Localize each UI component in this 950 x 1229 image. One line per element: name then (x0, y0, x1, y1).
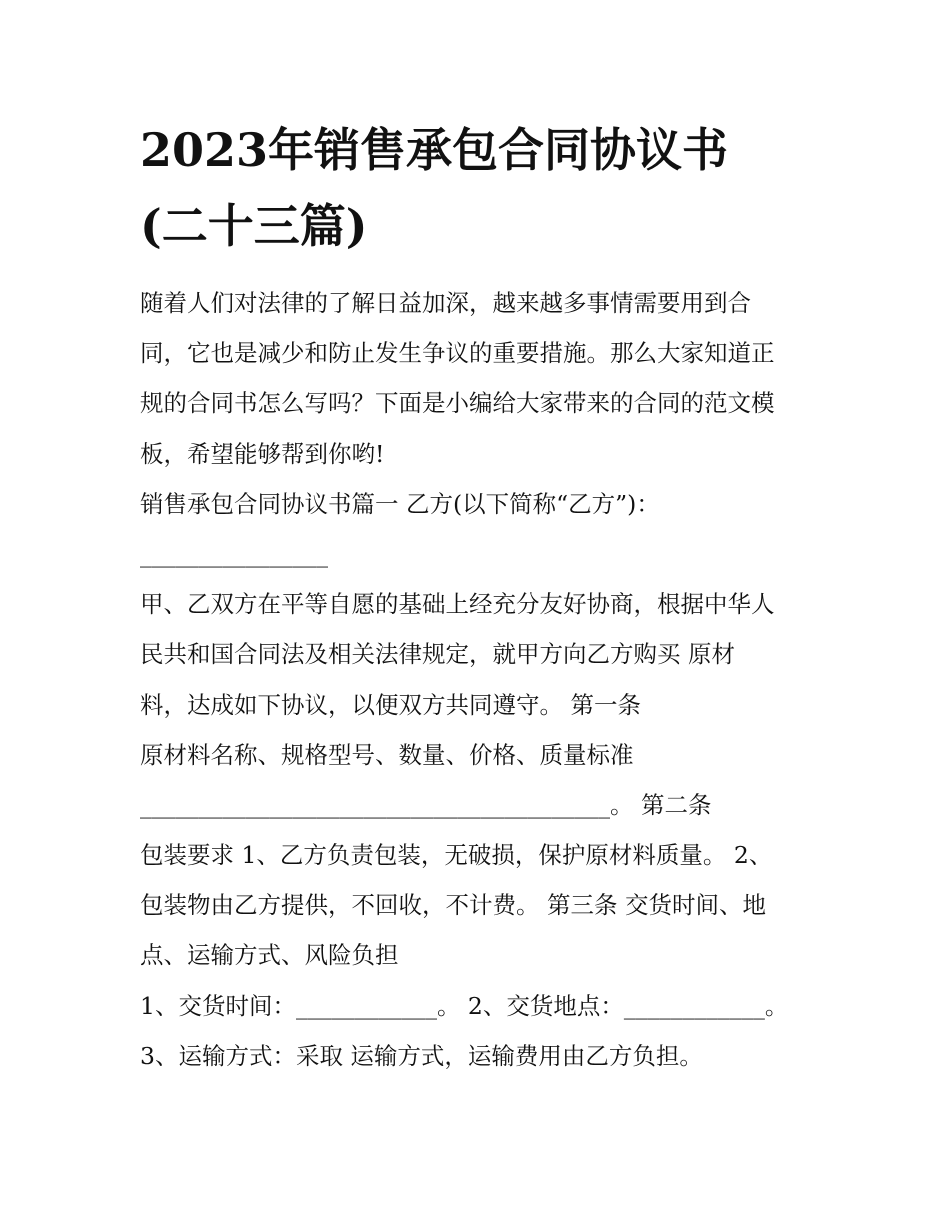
body-line: 民共和国合同法及相关法律规定，就甲方向乙方购买 原材 (140, 640, 735, 669)
body-line: 料，达成如下协议，以便双方共同遵守。 第一条 (140, 690, 641, 719)
body-line: 随着人们对法律的了解日益加深，越来越多事情需要用到合 (140, 289, 751, 317)
body-line: 包装物由乙方提供，不回收，不计费。 第三条 交货时间、地 (140, 891, 766, 920)
body-line: 原材料名称、规格型号、数量、价格、质量标准 (140, 740, 634, 769)
body-line: 甲、乙双方在平等自愿的基础上经充分友好协商，根据中华人 (140, 590, 775, 619)
body-line: 同，它也是减少和防止发生争议的重要措施。那么大家知道正 (140, 339, 775, 368)
section-heading-line: 销售承包合同协议书篇一 乙方(以下简称“乙方”)： (140, 489, 660, 518)
body-line: 板，希望能够帮到你哟! (140, 439, 385, 468)
body-line: 点、运输方式、风险负担 (140, 941, 399, 970)
blank-underline: ________________ (140, 539, 328, 568)
document-body (140, 278, 830, 1081)
title-line-1: 2023年销售承包合同协议书 (140, 123, 729, 177)
body-line: 规的合同书怎么写吗？下面是小编给大家带来的合同的范文模 (140, 389, 775, 418)
document-title (140, 112, 840, 264)
body-line: 1、交货时间：____________。 2、交货地点：____________。 (140, 991, 789, 1020)
body-line: ________________________________________。 第二条 (140, 790, 712, 819)
body-line: 包装要求 1、乙方负责包装，无破损，保护原材料质量。 2、 (140, 841, 773, 870)
title-line-2: (二十三篇) (140, 199, 368, 253)
body-line: 3、运输方式：采取 运输方式，运输费用由乙方负担。 (140, 1041, 703, 1070)
